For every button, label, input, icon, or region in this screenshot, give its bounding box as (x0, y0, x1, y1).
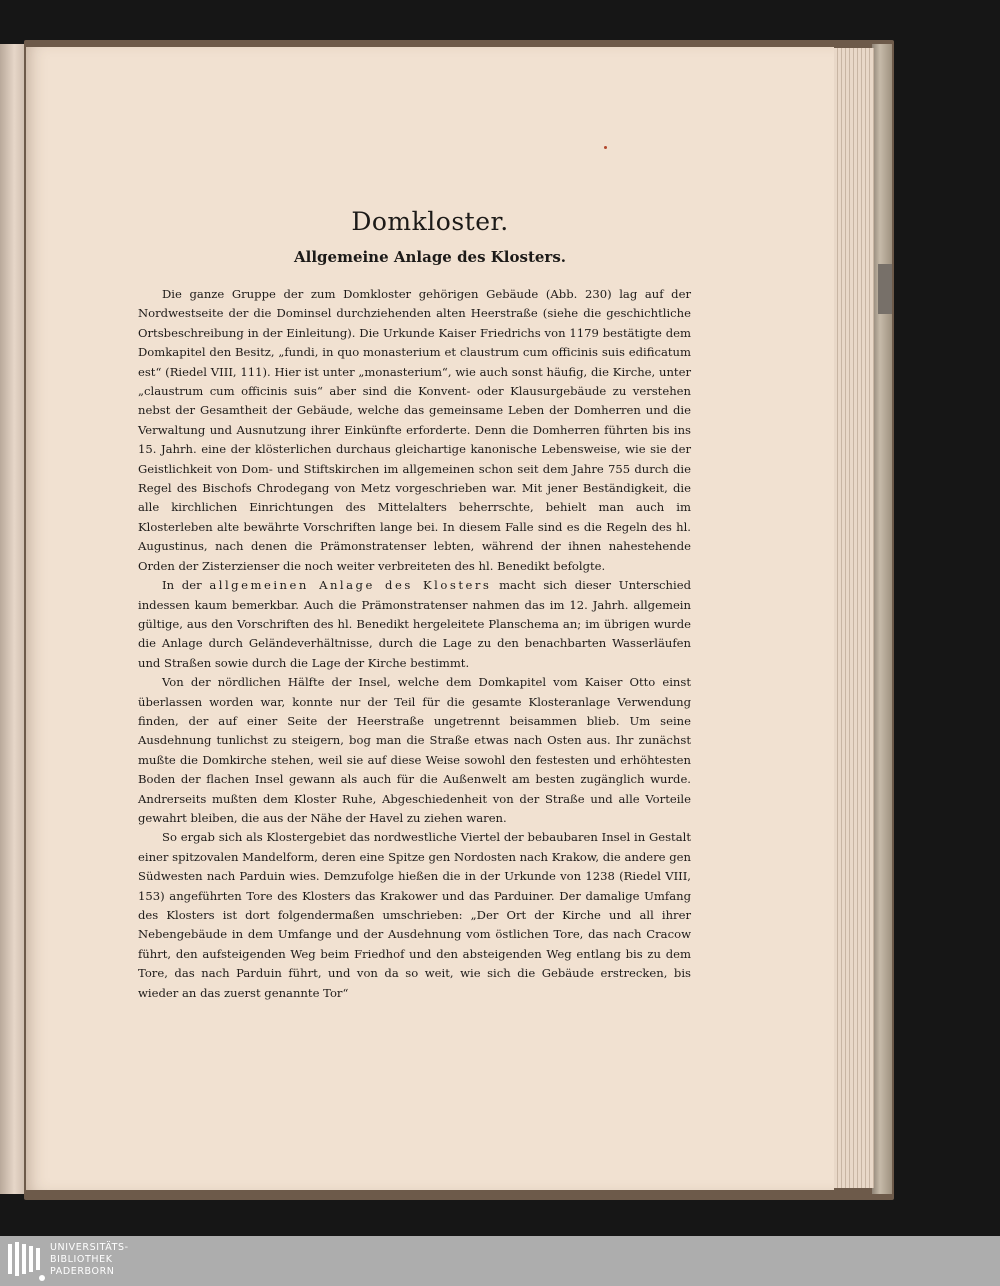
page-stack-edge (830, 48, 874, 1188)
body-text (138, 285, 691, 1003)
paragraph-4: So ergab sich als Klostergebiet das nordwestliche Viertel der bebaubaren Insel in Gestalt einer spitzovalen Mandelform, deren eine Spitze gen Nordosten nach Krakow, die andere gen Südwesten nach Parduin wies. Demzufolge hießen die in der Urkunde von 1238 (Riedel VIII, 153) angeführten Tore des Klosters das Krakower und das Parduiner. Der damalige Umfang des Klosters ist dort folgendermaßen umschrieben: „Der Ort der Kirche und all ihrer Nebengebäude in dem Umfange und der Ausdehnung vom östlichen Tore, das nach Cracow führt, den aufsteigenden Weg beim Friedhof und den absteigenden Weg entlang bis zu dem Tore, das nach Parduin führt, und von da so weit, wie sich die Gebäude erstrecken, bis wieder an das zuerst genannte Tor“ (138, 830, 691, 1000)
paragraph-2-spaced-phrase: allgemeinen Anlage des Klosters (209, 578, 492, 593)
logo-line-3: PADERBORN (50, 1266, 115, 1277)
logo-line-2: BIBLIOTHEK (50, 1254, 113, 1265)
book-page (26, 47, 834, 1190)
paragraph-2-lead: In der (162, 578, 210, 593)
section-subtitle: Allgemeine Anlage des Klosters. (294, 248, 566, 266)
logo-line-1: UNIVERSITÄTS- (50, 1242, 129, 1253)
paragraph-2-rest: macht sich dieser Unterschied indessen kaum bemerkbar. Auch die Prämonstratenser nahmen das im 12. Jahrh. allgemein gültige, aus den Vorschriften des hl. Benedikt hergeleitete Planschema an; im übrigen wurde die Anlage durch Geländeverhältnisse, durch die Lage zu den benachbarten Wasserläufen und Straßen sowie durch die Lage der Kirche bestimmt. (138, 578, 691, 670)
cover-band (878, 264, 892, 314)
page-title: Domkloster. (351, 207, 509, 236)
footer-bar (0, 1236, 1000, 1286)
library-logo-text (50, 1242, 129, 1278)
paragraph-2 (138, 576, 691, 673)
left-facing-page-edge (0, 44, 27, 1194)
paragraph-3: Von der nördlichen Hälfte der Insel, welche dem Domkapitel vom Kaiser Otto einst überlassen worden war, konnte nur der Teil für die gesamte Klosteranlage Verwendung finden, der auf einer Seite der Heerstraße ungetrennt beisammen blieb. Um seine Ausdehnung tunlichst zu steigern, bog man die Straße etwas nach Osten aus. Ihr zunächst mußte die Domkirche stehen, weil sie auf diese Weise sowohl den festesten und erhöhtesten Boden der flachen Insel gewann als auch für die Außenwelt am besten zugänglich wurde. Andrerseits mußten dem Kloster Ruhe, Abgeschiedenheit von der Straße und alle Vorteile gewahrt bleiben, die aus der Nähe der Havel zu ziehen waren. (138, 675, 691, 825)
paragraph-1: Die ganze Gruppe der zum Domkloster gehörigen Gebäude (Abb. 230) lag auf der Nordwestseite der die Dominsel durchziehenden alten Heerstraße (siehe die geschichtliche Ortsbeschreibung in der Einleitung). Die Urkunde Kaiser Friedrichs von 1179 bestätigte dem Domkapitel den Besitz, „fundi, in quo monasterium et claustrum cum officinis suis edificatum est“ (Riedel VIII, 111). Hier ist unter „monasterium“, wie auch sonst häufig, die Kirche, unter „claustrum cum officinis suis“ aber sind die Konvent- oder Klausurgebäude zu verstehen nebst der Gesamtheit der Gebäude, welche das gemeinsame Leben der Domherren und die Verwaltung und Ausnutzung ihrer Einkünfte erforderte. Denn die Domherren führten bis ins 15. Jahrh. eine der klösterlichen durchaus gleichartige kanonische Lebensweise, wie sie der Geistlichkeit von Dom- und Stiftskirchen im allgemeinen schon seit dem Jahre 755 durch die Regel des Bischofs Chrodegang von Metz vorgeschrieben war. Mit jener Beständigkeit, die alle kirchlichen Einrichtungen des Mittelalters beherrschte, behielt man auch im Klosterleben alte bewährte Vorschriften lange bei. In diesem Falle sind es die Regeln des hl. Augustinus, nach denen die Prämonstratenser lebten, während der ihnen nahestehende Orden der Zisterzienser die noch weiter verbreiteten des hl. Benedikt befolgte. (138, 287, 691, 573)
library-logo-icon (6, 1240, 46, 1282)
paper-speck (604, 146, 607, 149)
book-board-right (872, 44, 892, 1194)
